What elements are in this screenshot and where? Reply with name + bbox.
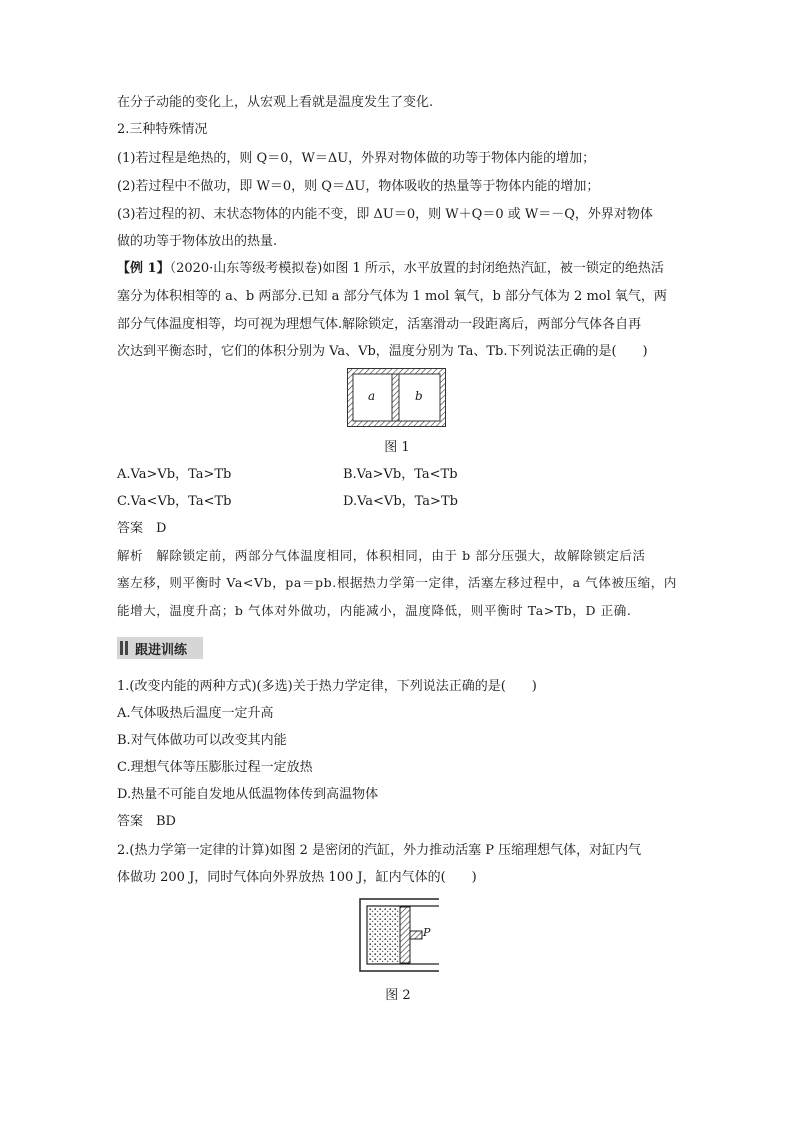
question-2-line-1: 2.(热力学第一定律的计算)如图 2 是密闭的汽缸，外力推动活塞 P 压缩理想气体，对缸内气 — [117, 843, 642, 858]
figure-2-caption: 图 2 — [385, 988, 411, 1003]
example-1-line-2: 塞分为体积相等的 a、b 两部分.已知 a 部分气体为 1 mol 氧气，b 部分气体为 2 mol 氧气，两 — [117, 289, 667, 304]
example-1-line-4: 次达到平衡态时，它们的体积分别为 Va、Vb，温度分别为 Ta、Tb.下列说法正确的是( ) — [117, 344, 648, 359]
analysis-line-3: 能增大，温度升高；b 气体对外做功，内能减小，温度降低，则平衡时 Ta>Tb，D 正确. — [117, 603, 632, 618]
text-line: (3)若过程的初、末状态物体的内能不变，即 ΔU＝0，则 W＋Q＝0 或 W＝－Q，外界对物体 — [117, 207, 653, 222]
text-line: 在分子动能的变化上，从宏观上看就是温度发生了变化. — [117, 95, 434, 110]
question-1-option-a: A.气体吸热后温度一定升高 — [117, 706, 274, 721]
subheading: 2.三种特殊情况 — [117, 122, 208, 137]
answer-1: 答案 D — [117, 521, 167, 536]
analysis-line-2: 塞左移，则平衡时 Va<Vb，pa＝pb.根据热力学第一定律，活塞左移过程中，a 气体被压缩，内 — [117, 575, 677, 590]
question-1-option-c: C.理想气体等压膨胀过程一定放热 — [117, 760, 313, 775]
analysis-line-1: 解析 解除锁定前，两部分气体温度相同，体积相同，由于 b 部分压强大，故解除锁定后活 — [117, 548, 646, 563]
option-d: D.Va<Vb，Ta>Tb — [343, 494, 458, 509]
question-1-option-d: D.热量不可能自发地从低温物体传到高温物体 — [117, 787, 379, 802]
figure-2-label-p: P — [423, 926, 431, 939]
option-a: A.Va>Vb，Ta>Tb — [117, 467, 232, 482]
section-mark-icon — [125, 641, 128, 655]
text-line: 做的功等于物体放出的热量. — [117, 234, 278, 249]
example-1-line-1: 【例 1】（2020·山东等级考模拟卷)如图 1 所示，水平放置的封闭绝热汽缸，被一锁定的绝热活 — [117, 261, 664, 276]
option-b: B.Va>Vb，Ta<Tb — [343, 467, 458, 482]
question-1-stem: 1.(改变内能的两种方式)(多选)关于热力学定律，下列说法正确的是( ) — [117, 679, 537, 694]
answer-2: 答案 BD — [117, 814, 176, 829]
example-tag: 【例 1】 — [117, 261, 170, 276]
section-header — [117, 637, 203, 659]
figure-1-caption: 图 1 — [384, 440, 410, 455]
question-2-line-2: 体做功 200 J，同时气体向外界放热 100 J，缸内气体的( ) — [117, 870, 477, 885]
text-line: (2)若过程中不做功，即 W＝0，则 Q＝ΔU，物体吸收的热量等于物体内能的增加； — [117, 179, 600, 194]
text-line: (1)若过程是绝热的，则 Q＝0，W＝ΔU，外界对物体做的功等于物体内能的增加； — [117, 151, 596, 166]
figure-1-label-b: b — [415, 389, 423, 403]
question-1-option-b: B.对气体做功可以改变其内能 — [117, 733, 287, 748]
option-c: C.Va<Vb，Ta<Tb — [117, 494, 232, 509]
example-1-line-3: 部分气体温度相等，均可视为理想气体.解除锁定，活塞滑动一段距离后，两部分气体各自再 — [117, 317, 642, 332]
figure-1-cylinder — [347, 368, 447, 428]
figure-1-label-a: a — [368, 389, 376, 403]
section-title: 跟进训练 — [135, 643, 188, 658]
section-mark-icon — [120, 641, 123, 655]
